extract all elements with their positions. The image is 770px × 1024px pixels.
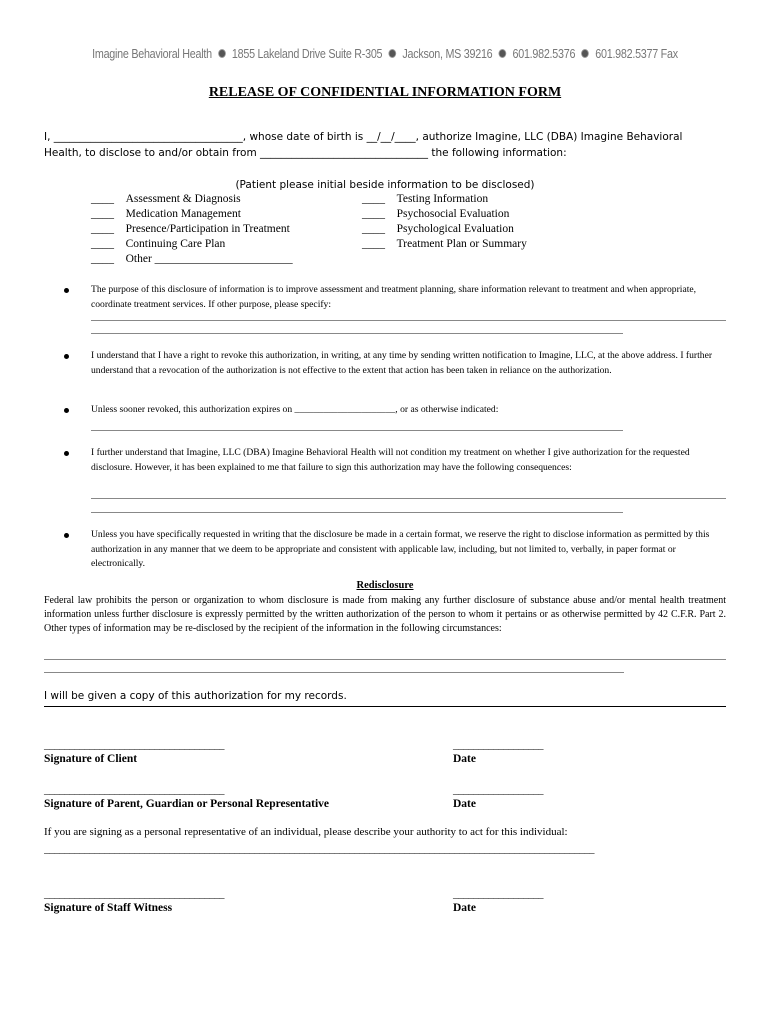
witness-signature-line[interactable]: ____________________________________ bbox=[44, 888, 224, 900]
checklist-item[interactable]: ____ Other ________________________ bbox=[91, 253, 293, 265]
witness-date-label: Date bbox=[453, 902, 476, 914]
consequences-fill-line[interactable] bbox=[91, 498, 726, 499]
bullet-separator-icon bbox=[218, 49, 226, 58]
org-fax: 601.982.5377 Fax bbox=[595, 47, 678, 61]
witness-date-line[interactable]: __________________ bbox=[453, 888, 543, 900]
bullet-icon bbox=[64, 288, 69, 293]
representative-date-label: Date bbox=[453, 798, 476, 810]
witness-signature-label: Signature of Staff Witness bbox=[44, 902, 173, 914]
condition-paragraph: I further understand that Imagine, LLC (DBA) Imagine Behavioral Health will not condition my treatment on whether I give authorization for the requested disclosure. However, it has been explained to me that failure to sign this authorization may have the following consequences: bbox=[91, 447, 690, 473]
representative-date-line[interactable]: __________________ bbox=[453, 784, 543, 796]
checklist-item[interactable]: ____ Treatment Plan or Summary bbox=[362, 238, 527, 250]
checklist-item[interactable]: ____ Continuing Care Plan bbox=[91, 238, 226, 250]
org-name: Imagine Behavioral Health bbox=[92, 47, 212, 61]
representative-signature-label: Signature of Parent, Guardian or Personal Representative bbox=[44, 798, 330, 810]
patient-instruction: (Patient please initial beside information to be disclosed) bbox=[235, 179, 535, 191]
letterhead bbox=[54, 47, 716, 61]
form-title: RELEASE OF CONFIDENTIAL INFORMATION FORM bbox=[208, 85, 562, 100]
org-address: 1855 Lakeland Drive Suite R-305 bbox=[231, 47, 383, 61]
checklist-item[interactable]: ____ Psychological Evaluation bbox=[362, 223, 514, 235]
purpose-paragraph: The purpose of this disclosure of information is to improve assessment and treatment planning, share information relevant to treatment and when appropriate, coordinate treatment services. If other purpose, please specify: bbox=[91, 284, 697, 310]
checklist-item[interactable]: ____ Psychosocial Evaluation bbox=[362, 208, 510, 220]
expiration-paragraph[interactable]: Unless sooner revoked, this authorization expires on _____________________, or as otherwise indicated: bbox=[91, 404, 499, 415]
intro-line-1[interactable]: I, ____________________________________, whose date of birth is __/__/____, authorize Imagine, LLC (DBA) Imagine Behavioral bbox=[44, 131, 683, 143]
org-city: Jackson, MS 39216 bbox=[402, 47, 493, 61]
client-date-label: Date bbox=[453, 753, 476, 765]
bullet-separator-icon bbox=[499, 49, 507, 58]
copy-statement: I will be given a copy of this authorization for my records. bbox=[44, 690, 347, 702]
bullet-icon bbox=[64, 451, 69, 456]
authority-fill-line[interactable]: ______________________________________________________________________________________________________________ bbox=[44, 843, 594, 855]
format-paragraph: Unless you have specifically requested in writing that the disclosure be made in a certain format, we reserve the right to disclose information as permitted by this authorization in any manner that we deem to be appropriate and consistent with applicable law, including, but not limited to, verbally, in paper format or electronically. bbox=[91, 529, 710, 570]
bullet-icon bbox=[64, 533, 69, 538]
checklist-item[interactable]: ____ Testing Information bbox=[362, 193, 489, 205]
client-signature-line[interactable]: ____________________________________ bbox=[44, 739, 224, 751]
purpose-fill-line[interactable] bbox=[91, 333, 623, 334]
redisclosure-heading: Redisclosure bbox=[356, 580, 414, 591]
org-phone: 601.982.5376 bbox=[512, 47, 576, 61]
intro-line-2[interactable]: Health, to disclose to and/or obtain from ________________________________ the following information: bbox=[44, 147, 567, 159]
checklist-item[interactable]: ____ Presence/Participation in Treatment bbox=[91, 223, 290, 235]
circumstances-fill-line[interactable] bbox=[44, 659, 726, 660]
bullet-separator-icon bbox=[581, 49, 589, 58]
bullet-icon bbox=[64, 354, 69, 359]
redisclosure-text: Federal law prohibits the person or organization to whom disclosure is made from making any further disclosure of substance abuse and/or mental health treatment information unless further disclosure is expressly permitted by the written authorization of the person to whom it pertains or as otherwise permitted by 42 C.F.R. Part 2. Other types of information may be re-disclosed by the recipient of the information in the following circumstances: bbox=[44, 595, 726, 634]
client-signature-label: Signature of Client bbox=[44, 753, 138, 765]
expiration-fill-line[interactable] bbox=[91, 430, 623, 431]
bullet-separator-icon bbox=[388, 49, 396, 58]
purpose-fill-line[interactable] bbox=[91, 320, 726, 321]
circumstances-fill-line[interactable] bbox=[44, 672, 624, 673]
authority-instruction: If you are signing as a personal representative of an individual, please describe your authority to act for this individual: bbox=[44, 826, 568, 838]
checklist-item[interactable]: ____ Medication Management bbox=[91, 208, 241, 220]
section-divider bbox=[44, 706, 726, 707]
representative-signature-line[interactable]: ____________________________________ bbox=[44, 784, 224, 796]
checklist-item[interactable]: ____ Assessment & Diagnosis bbox=[91, 193, 241, 205]
client-date-line[interactable]: __________________ bbox=[453, 739, 543, 751]
consequences-fill-line[interactable] bbox=[91, 512, 623, 513]
revoke-paragraph: I understand that I have a right to revoke this authorization, in writing, at any time by sending written notification to Imagine, LLC, at the above address. I further understand that a revocation of the authorization is not effective to the extent that action has been taken in reliance on the authorization. bbox=[91, 350, 713, 376]
bullet-icon bbox=[64, 408, 69, 413]
